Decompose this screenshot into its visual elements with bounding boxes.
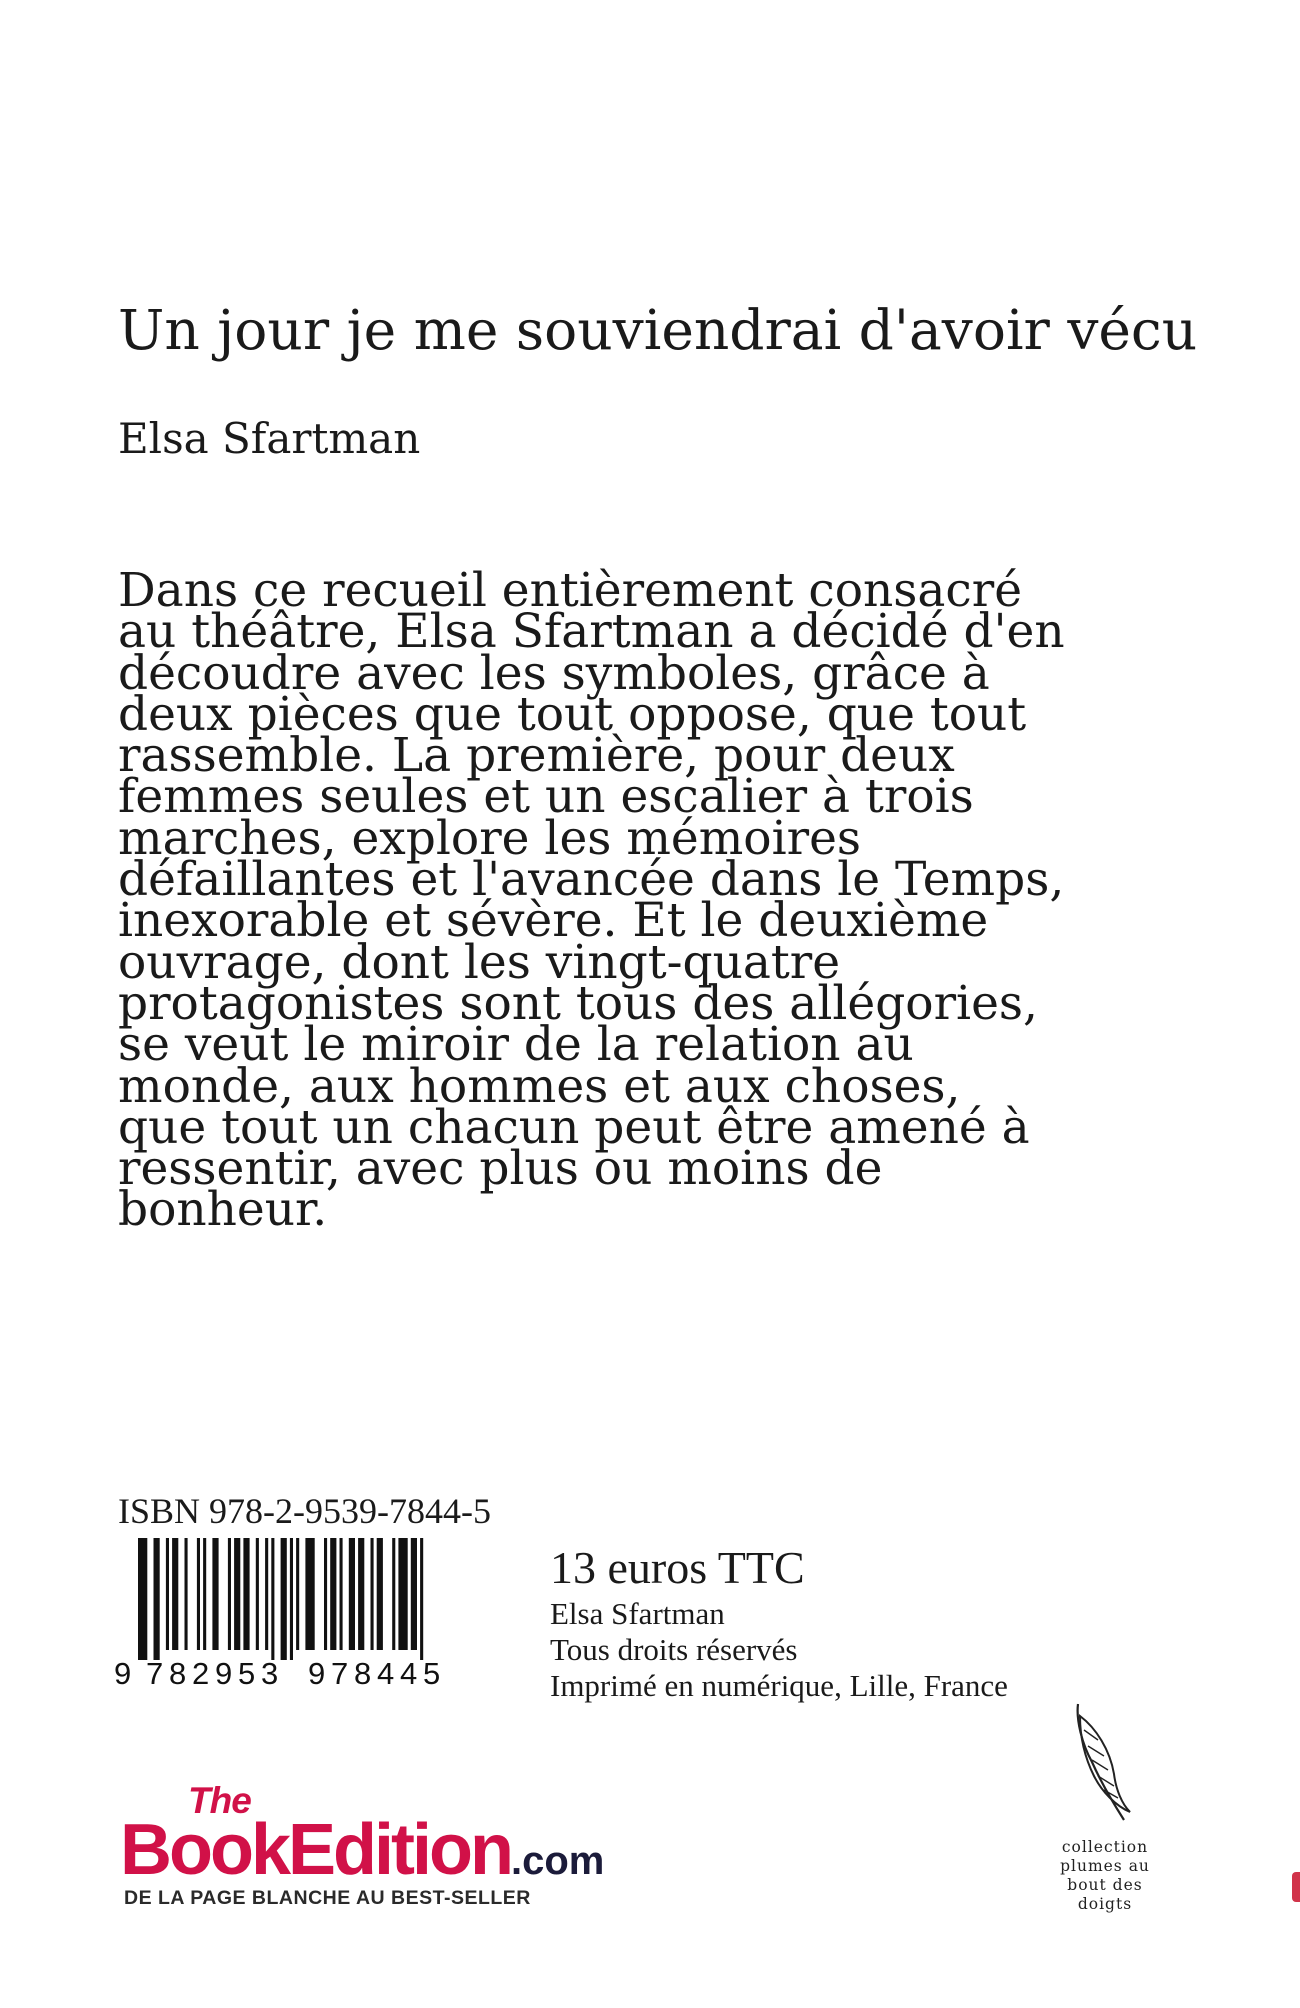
barcode-bar [377,1538,383,1650]
barcode-digit: 3 [261,1656,279,1690]
book-title: Un jour je me souviendrai d'avoir vécu [118,298,1198,362]
logo-tagline: DE LA PAGE BLANCHE AU BEST-SELLER [124,1887,531,1909]
barcode-bar [305,1538,314,1650]
barcode-bar [290,1538,293,1660]
barcode-bar [271,1538,274,1660]
imprint-author: Elsa Sfartman [550,1596,725,1631]
publisher-logo [120,1782,720,1912]
barcode [112,1538,492,1690]
barcode-bar [296,1538,299,1650]
blurb-line: Dans ce recueil entièrement consacré [118,563,1023,618]
barcode-bar [197,1538,200,1650]
barcode-digit: 2 [192,1656,210,1690]
barcode-bar [243,1538,249,1650]
barcode-bar [138,1538,147,1660]
barcode-digit: 9 [215,1656,233,1690]
barcode-bar [166,1538,169,1650]
imprint-printing: Imprimé en numérique, Lille, France [550,1668,1008,1703]
blurb-line: découdre avec les symboles, grâce à [118,645,990,701]
logo-the: The [188,1780,251,1821]
imprint-block [550,1540,1008,1704]
barcode-bar [411,1538,417,1650]
blurb-line: que tout un chacun peut être amené à [118,1099,1030,1155]
barcode-digit: 7 [331,1656,349,1690]
barcode-bar [358,1538,364,1650]
barcode-bar [281,1538,287,1660]
feather-icon [1070,1700,1140,1830]
blurb-line: deux pièces que tout oppose, que tout [118,686,1027,742]
barcode-bar [212,1538,218,1650]
barcode-bar [265,1538,268,1650]
barcode-bar [330,1538,336,1650]
barcode-bar [392,1538,395,1650]
blurb-line: marches, explore les mémoires [118,810,862,866]
logo-tld: .com [510,1839,605,1883]
isbn-label: ISBN 978-2-9539-7844-5 [118,1491,491,1531]
blurb-line: protagonistes sont tous des allégories, [118,975,1038,1031]
barcode-digit: 8 [354,1656,372,1690]
barcode-digit: 9 [308,1656,326,1690]
barcode-digit: 5 [423,1656,441,1690]
barcode-bar [324,1538,327,1650]
book-blurb [118,563,1118,1238]
barcode-bar [172,1538,178,1650]
collection-label: collection plumes au bout des doigts [1060,1838,1150,1913]
barcode-digit: 5 [238,1656,256,1690]
barcode-bar [185,1538,188,1650]
barcode-bar [234,1538,240,1650]
barcode-digit: 8 [169,1656,187,1690]
collection-mark [1040,1700,1170,1914]
blurb-line: bonheur. [118,1182,328,1238]
blurb-line: femmes seules et un escalier à trois [118,769,974,825]
blurb-line: défaillantes et l'avancée dans le Temps, [118,852,1065,908]
blurb-line: au théâtre, Elsa Sfartman a décidé d'en [118,604,1065,660]
barcode-bar [154,1538,160,1660]
blurb-line: monde, aux hommes et aux choses, [118,1058,961,1114]
barcode-bar [349,1538,355,1650]
barcode-digit: 7 [146,1656,164,1690]
edge-mark [1292,1872,1300,1902]
barcode-bar [420,1538,423,1660]
barcode-bar [203,1538,206,1650]
blurb-line: ouvrage, dont les vingt-quatre [118,934,841,990]
blurb-line: ressentir, avec plus ou moins de [118,1141,883,1197]
price: 13 euros TTC [550,1542,805,1593]
book-author: Elsa Sfartman [118,414,421,463]
barcode-bar [228,1538,231,1650]
barcode-bar [398,1538,407,1650]
blurb-line: inexorable et sévère. Et le deuxième [118,893,989,949]
barcode-digit: 4 [400,1656,418,1690]
imprint-rights: Tous droits réservés [550,1632,798,1667]
barcode-digit: 9 [114,1656,132,1690]
blurb-line: rassemble. La première, pour deux [118,728,955,784]
barcode-digit: 4 [377,1656,395,1690]
barcode-bar [371,1538,374,1650]
logo-main: BookEdition [120,1810,511,1890]
barcode-bar [256,1538,259,1650]
blurb-line: se veut le miroir de la relation au [118,1017,914,1073]
barcode-bar [340,1538,343,1650]
